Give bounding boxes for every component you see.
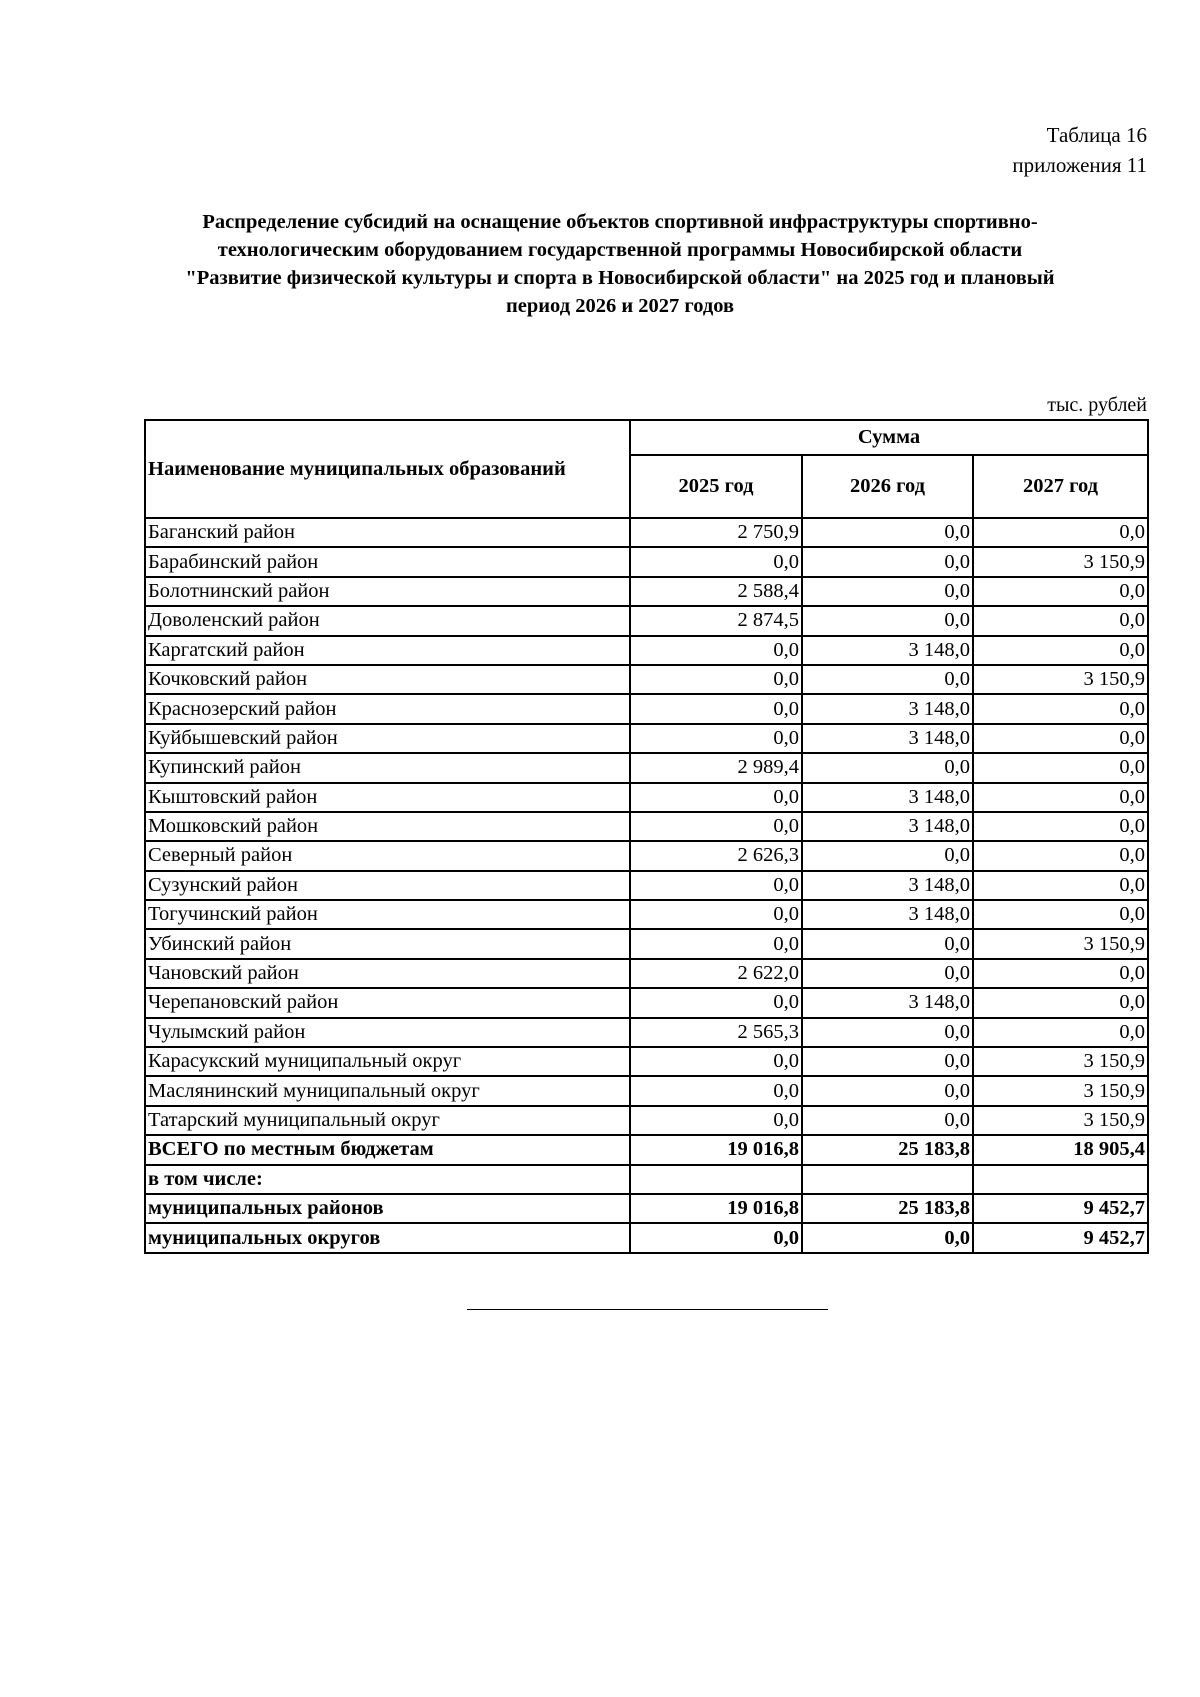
value-2027-cell: 9 452,7 — [973, 1223, 1148, 1252]
value-2025-cell: 0,0 — [630, 929, 802, 958]
value-2027-cell: 3 150,9 — [973, 1076, 1148, 1105]
value-2027-cell: 0,0 — [973, 783, 1148, 812]
table-row — [145, 900, 1148, 929]
table-row — [145, 1165, 1148, 1194]
value-2025-cell: 2 588,4 — [630, 577, 802, 606]
value-2025-cell: 0,0 — [630, 783, 802, 812]
table-label: Таблица 16 — [1046, 123, 1147, 147]
table-row — [145, 694, 1148, 723]
value-2027-cell: 3 150,9 — [973, 665, 1148, 694]
municipality-name-cell: Баганский район — [145, 518, 630, 547]
value-2026-cell: 0,0 — [802, 1018, 973, 1047]
value-2026-cell: 3 148,0 — [802, 988, 973, 1017]
value-2025-cell: 0,0 — [630, 694, 802, 723]
value-2026-cell: 0,0 — [802, 959, 973, 988]
year-header-2027: 2027 год — [973, 455, 1148, 518]
municipality-name-cell: ВСЕГО по местным бюджетам — [145, 1135, 630, 1164]
subsidy-table — [144, 419, 1149, 1254]
municipality-name-cell: Болотнинский район — [145, 577, 630, 606]
value-2026-cell: 3 148,0 — [802, 900, 973, 929]
value-2027-cell: 3 150,9 — [973, 547, 1148, 576]
municipality-name-cell: муниципальных округов — [145, 1223, 630, 1252]
table-row — [145, 959, 1148, 988]
municipality-name-cell: Чулымский район — [145, 1018, 630, 1047]
value-2027-cell: 0,0 — [973, 724, 1148, 753]
value-2027-cell: 0,0 — [973, 753, 1148, 782]
value-2025-cell: 0,0 — [630, 1076, 802, 1105]
value-2026-cell: 0,0 — [802, 1223, 973, 1252]
value-2025-cell: 2 874,5 — [630, 606, 802, 635]
table-row — [145, 753, 1148, 782]
value-2026-cell: 0,0 — [802, 577, 973, 606]
value-2025-cell: 0,0 — [630, 636, 802, 665]
municipality-name-cell: Доволенский район — [145, 606, 630, 635]
value-2027-cell: 0,0 — [973, 812, 1148, 841]
value-2027-cell: 0,0 — [973, 900, 1148, 929]
municipality-name-cell: Кочковский район — [145, 665, 630, 694]
table-row — [145, 1047, 1148, 1076]
table-number-header — [1012, 120, 1147, 180]
municipality-name-cell: Тогучинский район — [145, 900, 630, 929]
end-divider-line — [467, 1309, 828, 1310]
value-2026-cell: 25 183,8 — [802, 1135, 973, 1164]
value-2027-cell: 0,0 — [973, 694, 1148, 723]
municipality-name-cell: Сузунский район — [145, 871, 630, 900]
municipality-name-cell: Убинский район — [145, 929, 630, 958]
table-row — [145, 1194, 1148, 1223]
value-2026-cell: 3 148,0 — [802, 783, 973, 812]
table-row — [145, 547, 1148, 576]
municipality-name-cell: Каргатский район — [145, 636, 630, 665]
value-2025-cell: 0,0 — [630, 812, 802, 841]
municipality-name-cell: Купинский район — [145, 753, 630, 782]
municipality-name-cell: Карасукский муниципальный округ — [145, 1047, 630, 1076]
value-2027-cell: 0,0 — [973, 1018, 1148, 1047]
table-body — [145, 518, 1148, 1253]
value-2025-cell — [630, 1165, 802, 1194]
value-2027-cell: 18 905,4 — [973, 1135, 1148, 1164]
value-2027-cell: 0,0 — [973, 636, 1148, 665]
table-row — [145, 1135, 1148, 1164]
table-row — [145, 1076, 1148, 1105]
value-2026-cell: 0,0 — [802, 1047, 973, 1076]
municipality-name-cell: в том числе: — [145, 1165, 630, 1194]
municipality-name-cell: муниципальных районов — [145, 1194, 630, 1223]
value-2025-cell: 2 626,3 — [630, 841, 802, 870]
value-2025-cell: 0,0 — [630, 1223, 802, 1252]
value-2025-cell: 0,0 — [630, 724, 802, 753]
value-2027-cell: 0,0 — [973, 959, 1148, 988]
value-2026-cell: 0,0 — [802, 753, 973, 782]
municipality-name-cell: Чановский район — [145, 959, 630, 988]
table-row — [145, 988, 1148, 1017]
table-row — [145, 841, 1148, 870]
municipality-name-cell: Черепановский район — [145, 988, 630, 1017]
value-2026-cell: 0,0 — [802, 1106, 973, 1135]
value-2025-cell: 2 750,9 — [630, 518, 802, 547]
municipality-name-cell: Татарский муниципальный округ — [145, 1106, 630, 1135]
value-2025-cell: 0,0 — [630, 900, 802, 929]
value-2027-cell — [973, 1165, 1148, 1194]
table-row — [145, 929, 1148, 958]
title-line-3: "Развитие физической культуры и спорта в Новосибирской области" на 2025 год и плановый — [185, 267, 1055, 289]
value-2025-cell: 0,0 — [630, 988, 802, 1017]
value-2025-cell: 0,0 — [630, 1106, 802, 1135]
title-line-2: технологическим оборудованием государственной программы Новосибирской области — [217, 239, 1023, 261]
municipality-name-cell: Барабинский район — [145, 547, 630, 576]
value-2027-cell: 3 150,9 — [973, 1047, 1148, 1076]
value-2027-cell: 0,0 — [973, 871, 1148, 900]
value-2027-cell: 0,0 — [973, 577, 1148, 606]
value-2026-cell: 3 148,0 — [802, 694, 973, 723]
table-row — [145, 665, 1148, 694]
value-2027-cell: 3 150,9 — [973, 929, 1148, 958]
value-2026-cell: 25 183,8 — [802, 1194, 973, 1223]
year-header-2025: 2025 год — [630, 455, 802, 518]
value-2026-cell: 0,0 — [802, 518, 973, 547]
value-2027-cell: 3 150,9 — [973, 1106, 1148, 1135]
table-row — [145, 1106, 1148, 1135]
value-2026-cell: 0,0 — [802, 929, 973, 958]
table-row — [145, 812, 1148, 841]
municipality-name-cell: Куйбышевский район — [145, 724, 630, 753]
municipality-name-cell: Мошковский район — [145, 812, 630, 841]
value-2026-cell: 0,0 — [802, 547, 973, 576]
value-2026-cell: 0,0 — [802, 665, 973, 694]
value-2025-cell: 19 016,8 — [630, 1194, 802, 1223]
value-2027-cell: 0,0 — [973, 606, 1148, 635]
value-2026-cell: 0,0 — [802, 841, 973, 870]
value-2026-cell: 3 148,0 — [802, 636, 973, 665]
value-2025-cell: 0,0 — [630, 871, 802, 900]
table-row — [145, 783, 1148, 812]
value-2026-cell: 3 148,0 — [802, 724, 973, 753]
value-2025-cell: 0,0 — [630, 1047, 802, 1076]
value-2027-cell: 0,0 — [973, 841, 1148, 870]
value-2025-cell: 2 565,3 — [630, 1018, 802, 1047]
table-row — [145, 1223, 1148, 1252]
title-line-4: период 2026 и 2027 годов — [505, 295, 735, 317]
table-row — [145, 724, 1148, 753]
value-2025-cell: 2 989,4 — [630, 753, 802, 782]
municipality-name-cell: Кыштовский район — [145, 783, 630, 812]
table-row — [145, 518, 1148, 547]
title-line-1: Распределение субсидий на оснащение объектов спортивной инфраструктуры спортивно- — [202, 211, 1038, 233]
value-2027-cell: 9 452,7 — [973, 1194, 1148, 1223]
table-row — [145, 577, 1148, 606]
table-row — [145, 871, 1148, 900]
value-2027-cell: 0,0 — [973, 518, 1148, 547]
value-2025-cell: 0,0 — [630, 665, 802, 694]
table-row — [145, 636, 1148, 665]
municipality-name-cell: Краснозерский район — [145, 694, 630, 723]
value-2025-cell: 0,0 — [630, 547, 802, 576]
sum-column-header: Сумма — [630, 420, 1148, 455]
value-2025-cell: 2 622,0 — [630, 959, 802, 988]
value-2025-cell: 19 016,8 — [630, 1135, 802, 1164]
value-2026-cell — [802, 1165, 973, 1194]
units-label: тыс. рублей — [1047, 394, 1147, 416]
value-2026-cell: 0,0 — [802, 1076, 973, 1105]
table-row — [145, 606, 1148, 635]
appendix-label: приложения 11 — [1012, 153, 1147, 177]
name-column-header: Наименование муниципальных образований — [145, 420, 630, 518]
value-2026-cell: 0,0 — [802, 606, 973, 635]
municipality-name-cell: Северный район — [145, 841, 630, 870]
municipality-name-cell: Маслянинский муниципальный округ — [145, 1076, 630, 1105]
document-title — [140, 208, 1100, 320]
table-row — [145, 1018, 1148, 1047]
value-2027-cell: 0,0 — [973, 988, 1148, 1017]
value-2026-cell: 3 148,0 — [802, 812, 973, 841]
value-2026-cell: 3 148,0 — [802, 871, 973, 900]
year-header-2026: 2026 год — [802, 455, 973, 518]
